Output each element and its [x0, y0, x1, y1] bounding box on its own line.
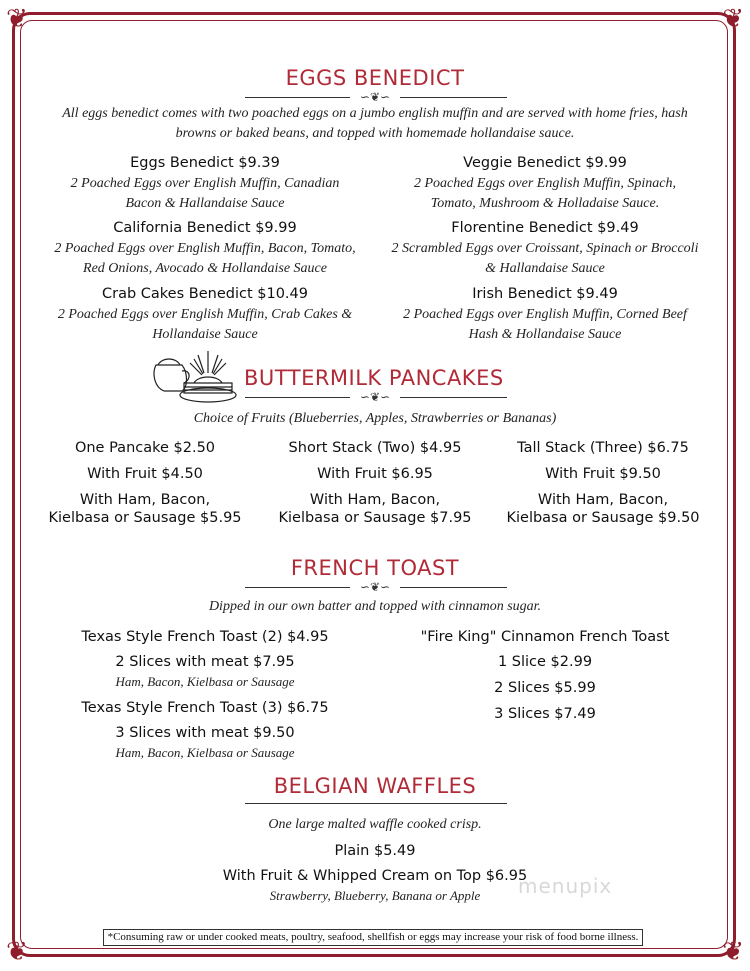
pancake-item: Kielbasa or Sausage $5.95	[48, 510, 242, 526]
menu-item-name: Veggie Benedict $9.99	[463, 155, 627, 171]
pancake-item: With Ham, Bacon,	[79, 492, 211, 508]
waffle-item: With Fruit & Whipped Cream on Top $6.95	[222, 868, 528, 884]
pancake-item: With Fruit $4.50	[87, 466, 203, 482]
pancake-item: With Ham, Bacon,	[309, 492, 441, 508]
menu-item-name: Eggs Benedict $9.39	[130, 155, 280, 171]
french-toast-item: 1 Slice $2.99	[497, 654, 593, 670]
menu-item-name: California Benedict $9.99	[113, 220, 297, 236]
flourish-icon: ∽❦∽	[350, 582, 400, 592]
menu-item-desc: 2 Poached Eggs over English Muffin, Canadian Bacon & Hallandaise Sauce	[70, 176, 340, 211]
pancake-item: With Ham, Bacon,	[537, 492, 669, 508]
section-intro: One large malted waffle cooked crisp.	[268, 817, 482, 832]
pancake-item: One Pancake $2.50	[74, 440, 216, 456]
french-toast-item: 3 Slices with meat $9.50	[115, 725, 295, 741]
menu-item-name: Crab Cakes Benedict $10.49	[102, 286, 308, 302]
french-toast-item: 2 Slices with meat $7.95	[115, 654, 295, 670]
menu-item-name: Irish Benedict $9.49	[472, 286, 618, 302]
section-title-french-toast: FRENCH TOAST	[290, 556, 460, 580]
corner-ornament-icon: ❦	[722, 937, 744, 967]
french-toast-item: "Fire King" Cinnamon French Toast	[420, 629, 670, 645]
waffle-desc: Strawberry, Blueberry, Banana or Apple	[269, 888, 481, 903]
waffle-item: Plain $5.49	[334, 843, 416, 859]
section-intro: Choice of Fruits (Blueberries, Apples, Strawberries or Bananas)	[193, 411, 557, 426]
section-intro: Dipped in our own batter and topped with cinnamon sugar.	[208, 599, 542, 614]
pancake-item: Kielbasa or Sausage $9.50	[506, 510, 700, 526]
section-title-pancakes: BUTTERMILK PANCAKES	[244, 366, 504, 390]
french-toast-desc: Ham, Bacon, Kielbasa or Sausage	[115, 674, 295, 689]
menu-item-desc: 2 Poached Eggs over English Muffin, Corned Beef Hash & Hollandaise Sauce	[403, 307, 687, 342]
flourish-icon: ∽❦∽	[350, 92, 400, 102]
corner-ornament-icon: ❦	[6, 4, 28, 34]
flourish-icon: ∽❦∽	[350, 392, 400, 402]
watermark: menupix	[518, 874, 613, 898]
corner-ornament-icon: ❦	[722, 4, 744, 34]
menu-item-desc: 2 Scrambled Eggs over Croissant, Spinach or Broccoli & Hallandaise Sauce	[391, 241, 699, 276]
french-toast-item: 3 Slices $7.49	[494, 706, 596, 722]
pancake-stack-icon	[148, 343, 238, 405]
section-title-waffles: BELGIAN WAFFLES	[273, 774, 477, 798]
menu-item-desc: 2 Poached Eggs over English Muffin, Crab Cakes & Hollandaise Sauce	[57, 307, 353, 342]
corner-ornament-icon: ❦	[6, 937, 28, 967]
pancake-item: With Fruit $9.50	[545, 466, 661, 482]
pancake-item: Tall Stack (Three) $6.75	[517, 440, 689, 456]
menu-item-name: Florentine Benedict $9.49	[451, 220, 639, 236]
french-toast-item: Texas Style French Toast (3) $6.75	[81, 700, 329, 716]
french-toast-desc: Ham, Bacon, Kielbasa or Sausage	[115, 745, 295, 760]
pancake-item: With Fruit $6.95	[317, 466, 433, 482]
divider	[245, 803, 507, 804]
pancake-item: Short Stack (Two) $4.95	[288, 440, 462, 456]
french-toast-item: Texas Style French Toast (2) $4.95	[81, 629, 329, 645]
pancake-item: Kielbasa or Sausage $7.95	[278, 510, 472, 526]
section-intro: All eggs benedict comes with two poached eggs on a jumbo english muffin and are served with home fries, hash browns or baked beans, and topped with homemade hollandaise sauce.	[62, 106, 688, 141]
menu-item-desc: 2 Poached Eggs over English Muffin, Bacon, Tomato, Red Onions, Avocado & Hollandaise Sauce	[54, 241, 356, 276]
food-safety-disclaimer: *Consuming raw or under cooked meats, poultry, seafood, shellfish or eggs may increase your risk of food borne illness.	[103, 929, 643, 946]
french-toast-item: 2 Slices $5.99	[494, 680, 596, 696]
menu-item-desc: 2 Poached Eggs over English Muffin, Spinach, Tomato, Mushroom & Holladaise Sauce.	[413, 176, 677, 211]
section-title-eggs-benedict: EGGS BENEDICT	[285, 66, 465, 90]
